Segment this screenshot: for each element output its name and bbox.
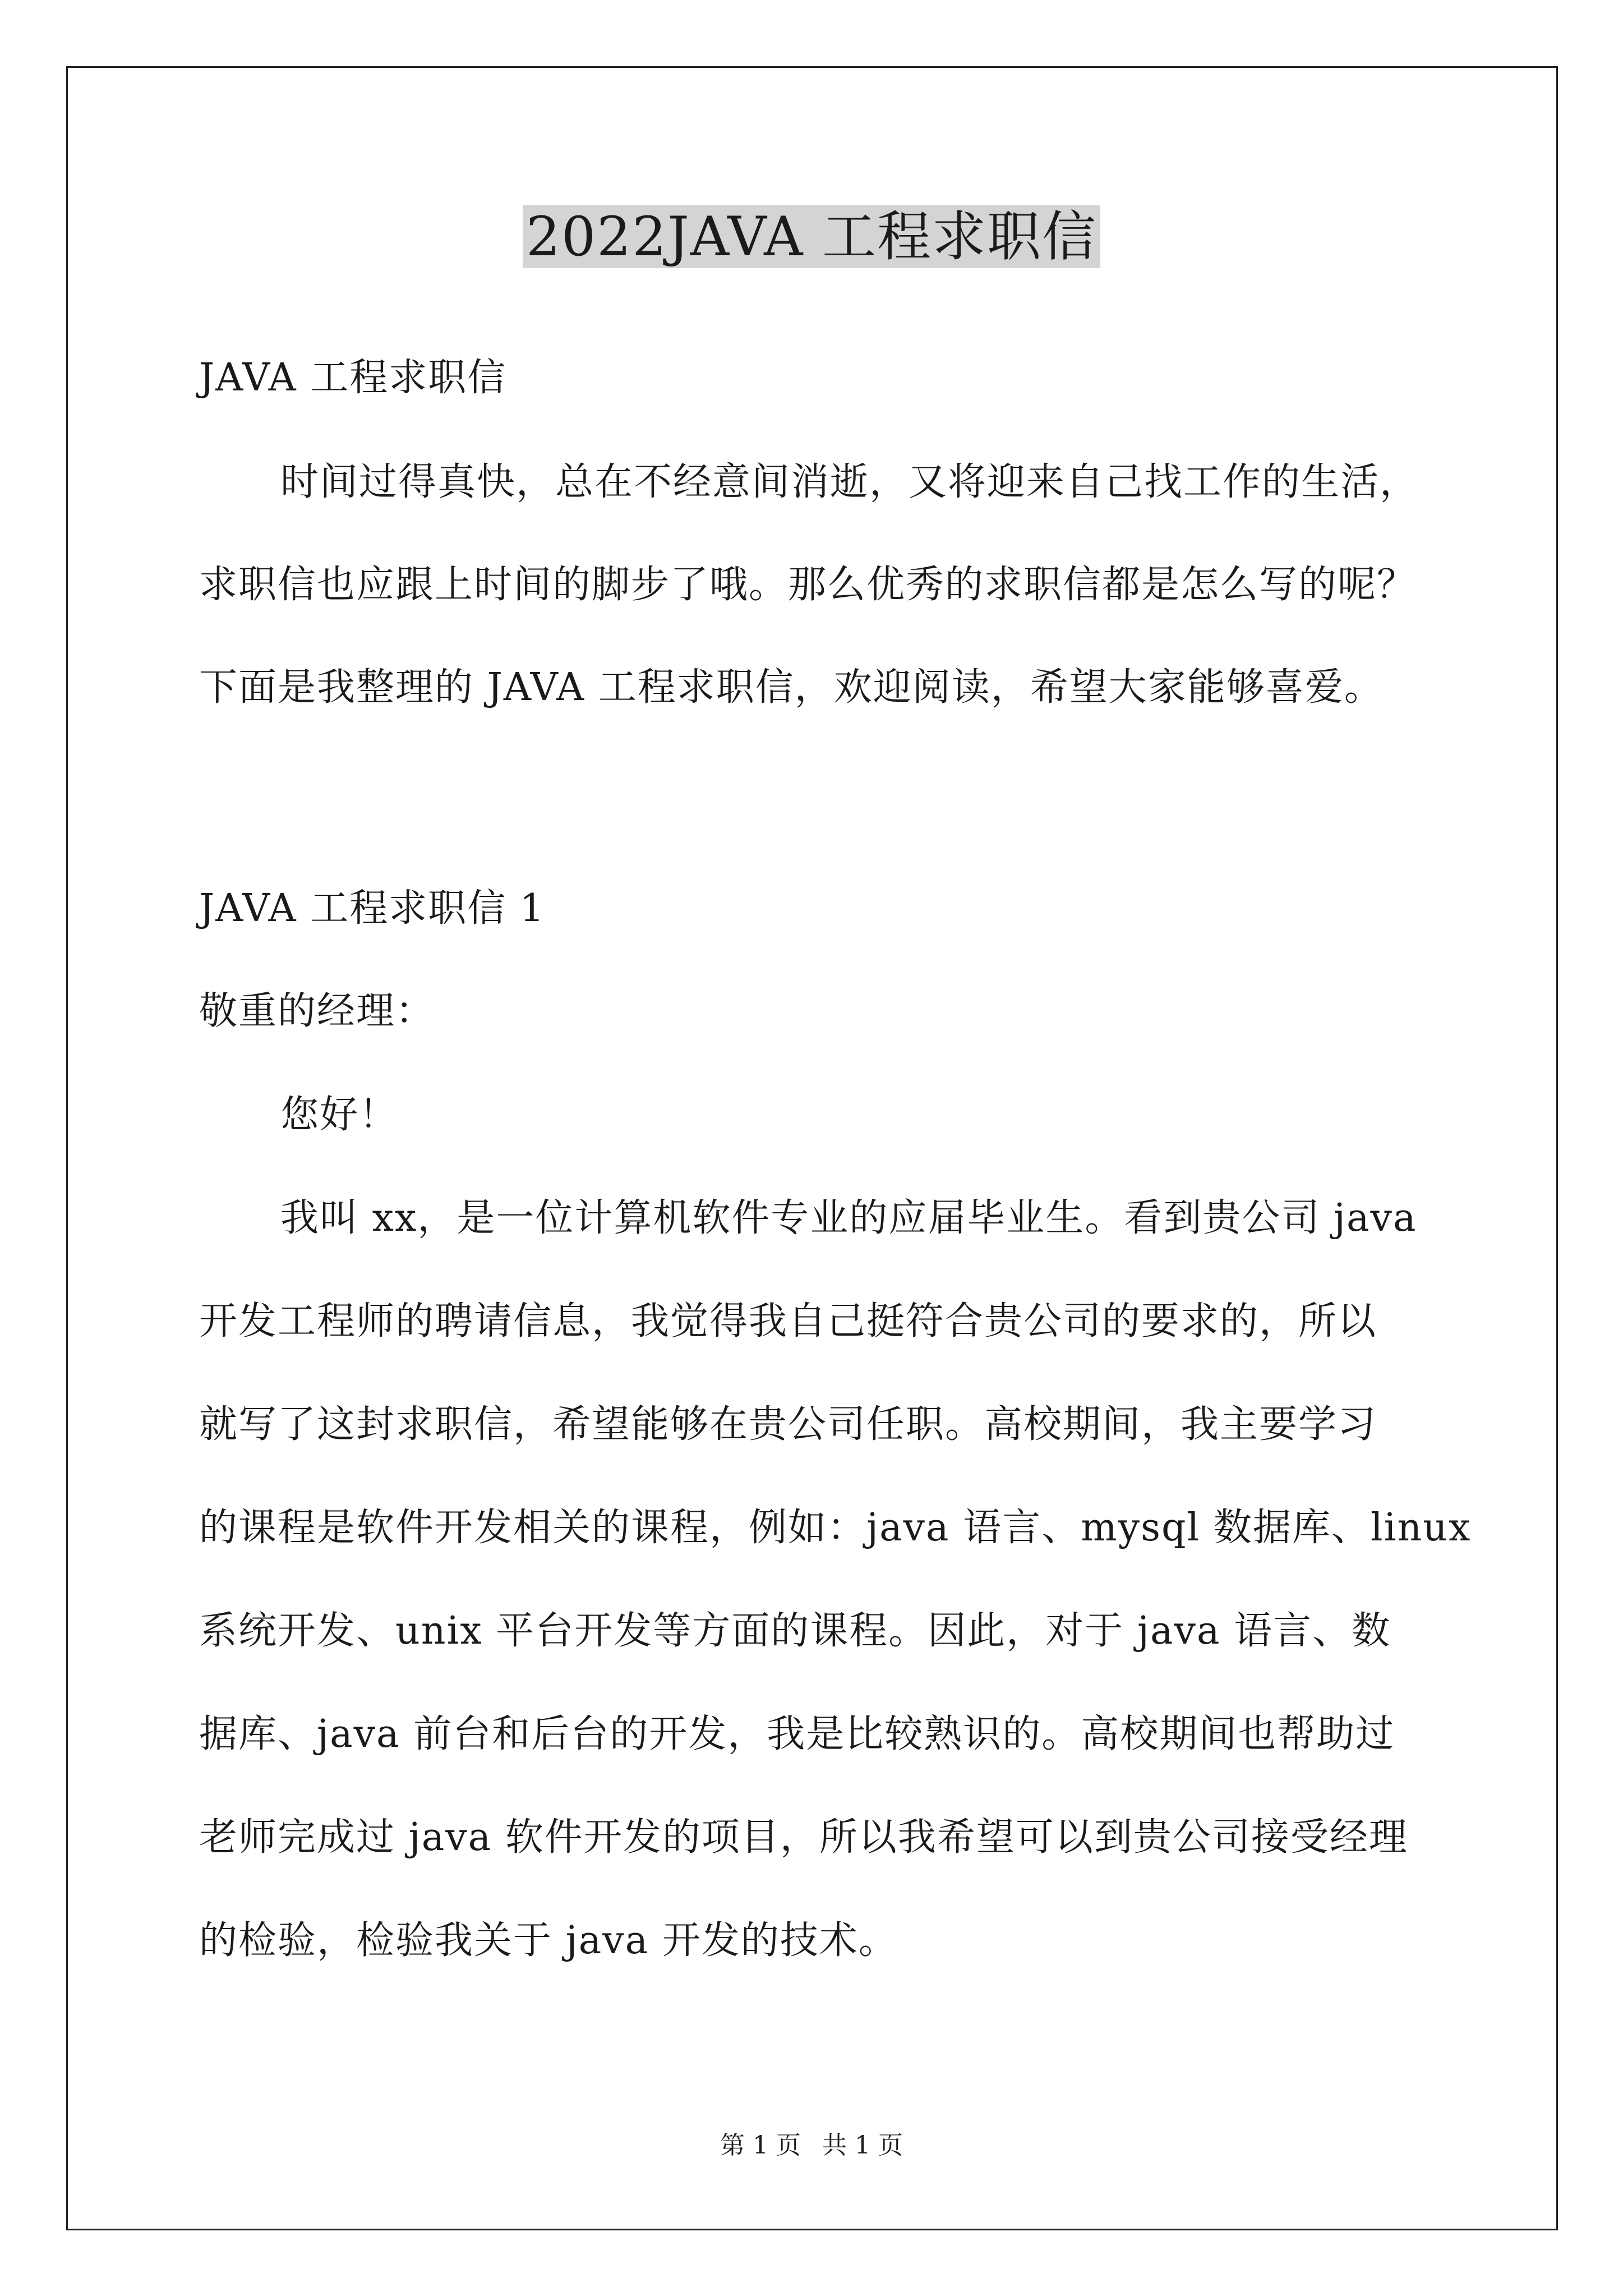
intro-line: 时间过得真快，总在不经意间消逝，又将迎来自己找工作的生活， [280,460,1419,504]
page-number: 第 1 页 [720,2131,801,2160]
letter-line: 的课程是软件开发相关的课程，例如：java 语言、mysql 数据库、linux [199,1506,1472,1550]
letter-line: 系统开发、unix 平台开发等方面的课程。因此，对于 java 语言、数 [199,1609,1391,1653]
letter-line: 开发工程师的聘请信息，我觉得我自己挺符合贵公司的要求的，所以 [199,1299,1377,1343]
letter-line: 据库、java 前台和后台的开发，我是比较熟识的。高校期间也帮助过 [199,1712,1395,1756]
page-footer [0,2129,1623,2162]
intro-heading: JAVA 工程求职信 [199,356,507,400]
letter-line: 的检验，检验我关于 java 开发的技术。 [199,1918,898,1963]
document-title-text: 2022JAVA 工程求职信 [523,205,1100,268]
letter-heading: JAVA 工程求职信 1 [199,886,546,931]
document-title [0,197,1623,276]
intro-line: 求职信也应跟上时间的脚步了哦。那么优秀的求职信都是怎么写的呢？ [199,563,1417,607]
letter-greeting: 您好！ [280,1093,399,1137]
letter-line: 就写了这封求职信，希望能够在贵公司任职。高校期间，我主要学习 [199,1402,1377,1447]
page-total: 共 1 页 [822,2131,903,2160]
intro-line: 下面是我整理的 JAVA 工程求职信，欢迎阅读，希望大家能够喜爱。 [199,665,1384,710]
letter-line: 我叫 xx，是一位计算机软件专业的应届毕业生。看到贵公司 java [280,1196,1417,1240]
letter-salutation: 敬重的经理： [199,989,435,1033]
letter-line: 老师完成过 java 软件开发的项目，所以我希望可以到贵公司接受经理 [199,1815,1408,1860]
